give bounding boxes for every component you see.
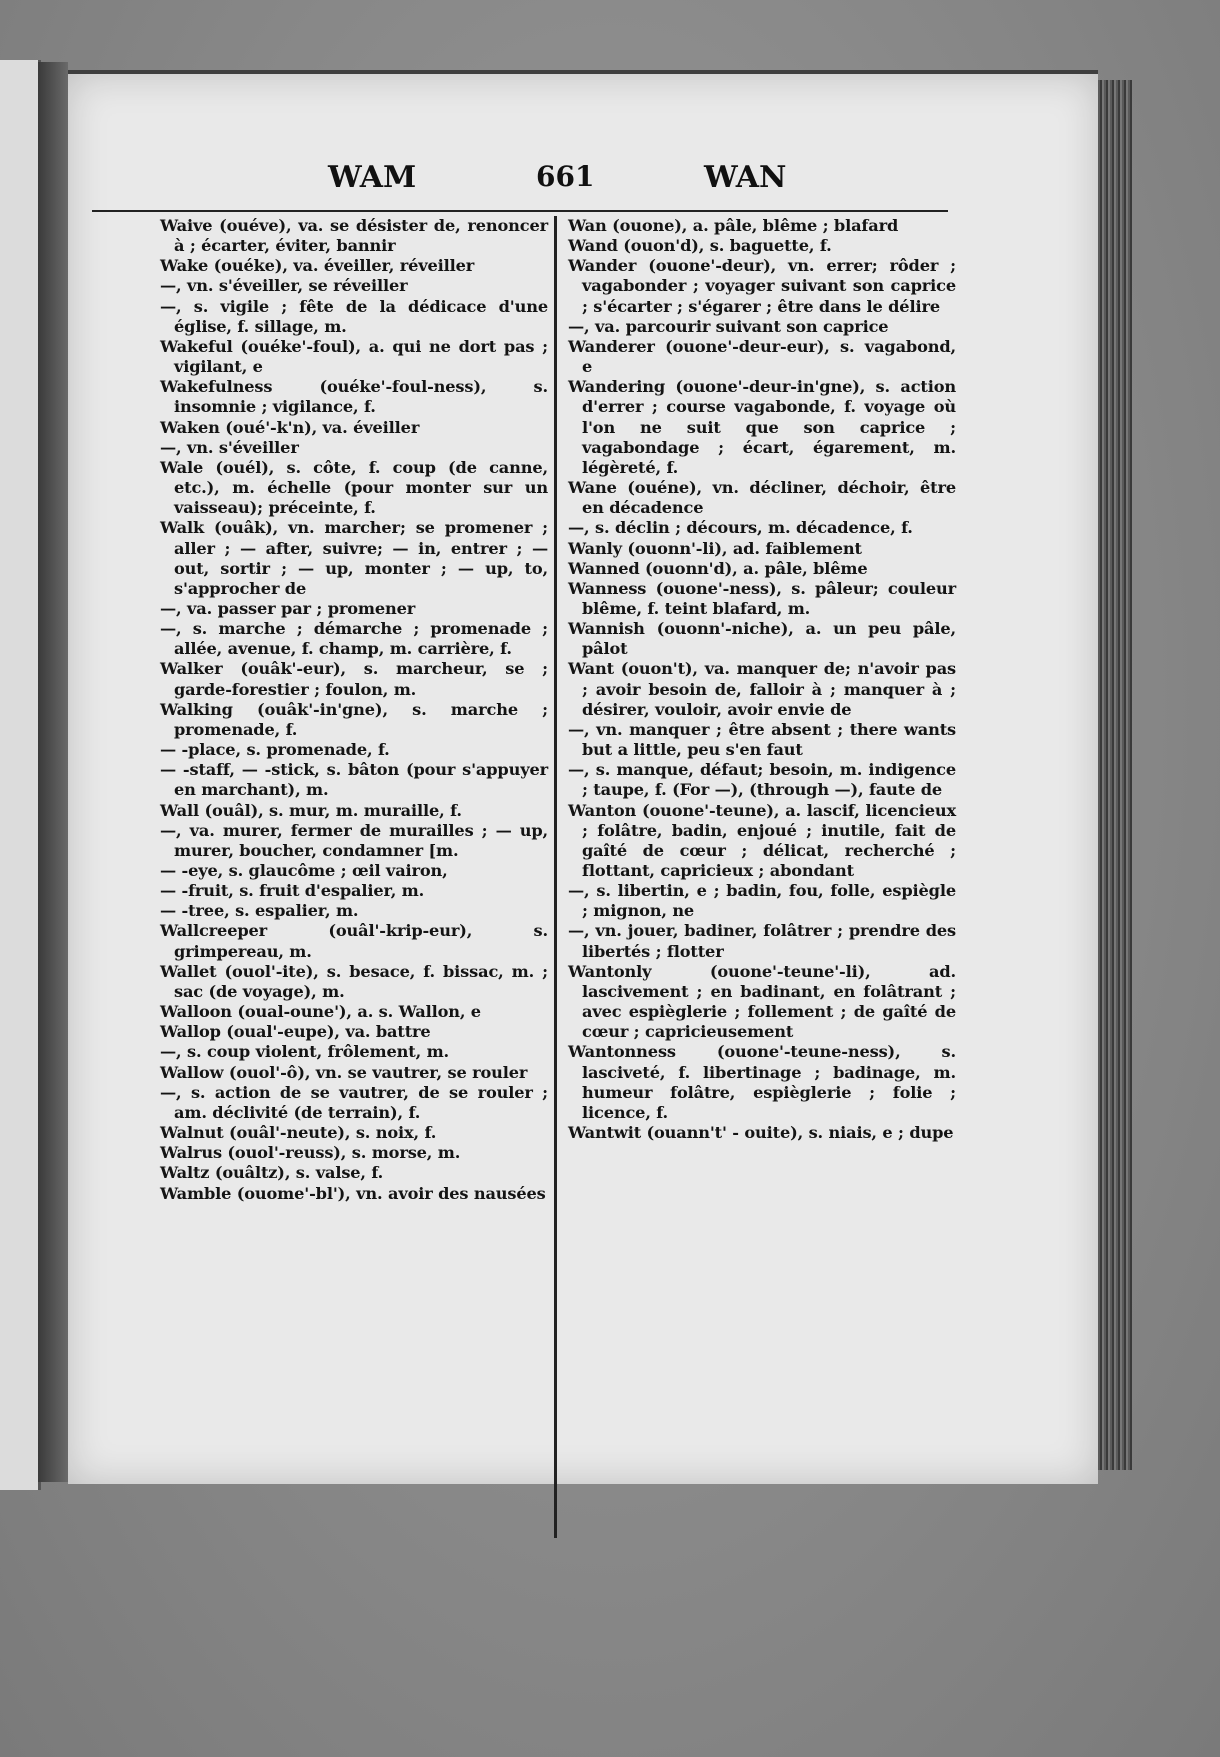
dictionary-entry [568, 921, 956, 961]
dictionary-entry [160, 599, 548, 619]
dictionary-entry [160, 1143, 548, 1163]
entry-headword: — [568, 719, 585, 739]
entry-definition: , s. manque, défaut; besoin, m. indigence ; taupe, f. (For —), (through —), faute de [582, 760, 956, 800]
dictionary-entry [160, 881, 548, 901]
dictionary-entry [568, 377, 956, 478]
entry-headword: Wantwit [568, 1123, 642, 1143]
entry-definition: (oual'-eupe), va. battre [220, 1022, 431, 1042]
entry-definition: (ouonn'-li), ad. faiblement [621, 538, 862, 558]
entry-headword: — [160, 820, 177, 840]
entry-definition: (ouon't), va. manquer de; n'avoir pas ; avoir besoin de, falloir à ; manquer à ; désirer, vouloir, avoir envie de [582, 659, 956, 719]
entry-definition: (ouol'-ite), s. besace, f. bissac, m. ; sac (de voyage), m. [174, 961, 548, 1001]
running-head [100, 160, 970, 210]
left-guide-word: WAM [328, 160, 417, 195]
entry-headword: Waltz [160, 1163, 210, 1183]
dictionary-entry [160, 1163, 548, 1183]
entry-definition: , vn. manquer ; être absent ; there wants but a little, peu s'en faut [582, 719, 956, 760]
dictionary-entry [160, 1184, 548, 1204]
entry-headword: Wamble [160, 1183, 232, 1203]
entry-headword: — [568, 760, 585, 780]
entry-definition: (ouâltz), s. valse, f. [209, 1163, 384, 1183]
entry-definition: (ouâk'-in'gne), s. marche ; promenade, f. [174, 699, 548, 739]
entry-headword: — [160, 1042, 177, 1062]
entry-headword: Waive [160, 216, 213, 235]
dictionary-entry [160, 256, 548, 276]
entry-definition: (ouon'd), s. baguette, f. [617, 236, 832, 256]
dictionary-entry [160, 1063, 548, 1083]
dictionary-entry [568, 1123, 956, 1143]
entry-definition: , s. marche ; démarche ; promenade ; allée, avenue, f. champ, m. carrière, f. [174, 619, 548, 659]
entry-headword: Wallop [160, 1022, 221, 1042]
entry-definition: (ouone'-deur-eur), s. vagabond, e [582, 336, 956, 377]
entry-definition: (ouéke), va. éveiller, réveiller [208, 256, 475, 276]
dictionary-entry [160, 921, 548, 961]
entry-headword: Walker [160, 659, 223, 679]
entry-headword: Walnut [160, 1123, 224, 1143]
dictionary-entry [160, 821, 548, 861]
dictionary-entry [160, 700, 548, 740]
dictionary-entry [160, 1022, 548, 1042]
dictionary-entry [160, 297, 548, 337]
entry-headword: Wallcreeper [160, 921, 268, 941]
dictionary-entry [568, 579, 956, 619]
entry-definition: , s. coup violent, frôlement, m. [176, 1042, 450, 1062]
entry-definition: (ouone'-deur), vn. errer; rôder ; vagabonder ; voyager suivant son caprice ; s'écarter ; s'égarer ; être dans le délire [582, 256, 956, 316]
dictionary-entry [160, 1123, 548, 1143]
entry-definition: (ouonn'-niche), a. un peu pâle, pâlot [582, 619, 956, 659]
entry-definition: (ouâk'-eur), s. marcheur, se ; garde-forestier ; foulon, m. [174, 659, 548, 699]
dictionary-entry [160, 458, 548, 518]
entry-definition: (ouone'-teune), a. lascif, licencieux ; folâtre, badin, enjoué ; inutile, fait de gaîté de cœur ; délicat, recherché ; flottant, capricieux ; abondant [582, 800, 956, 880]
entry-definition: , va. parcourir suivant son caprice [584, 316, 889, 336]
dictionary-entry [160, 861, 548, 881]
entry-headword: Wane [568, 478, 617, 498]
entry-headword: Walk [160, 518, 205, 538]
dictionary-entry [160, 377, 548, 417]
dictionary-entry [568, 478, 956, 518]
entry-definition: (ouol'-reuss), s. morse, m. [221, 1143, 461, 1163]
entry-definition: (ouone'-teune-ness), s. lasciveté, f. libertinage ; badinage, m. humeur folâtre, espièglerie ; folie ; licence, f. [582, 1042, 956, 1122]
entry-definition: , s. action de se vautrer, de se rouler ; am. déclivité (de terrain), f. [174, 1082, 548, 1122]
dictionary-entry [160, 216, 548, 256]
dictionary-entry [160, 760, 548, 800]
entry-headword: Wannish [568, 619, 645, 639]
page-stack-edge [1098, 80, 1132, 1470]
entry-headword: — [160, 296, 177, 316]
dictionary-entry [568, 236, 956, 256]
page-number: 661 [536, 160, 595, 193]
entry-definition: (ouone'-teune'-li), ad. lascivement ; en badinant, en folâtrant ; avec espièglerie ; follement ; de gaîté de cœur ; capricieusement [582, 961, 956, 1042]
dictionary-entry [568, 256, 956, 316]
entry-headword: Wanly [568, 538, 622, 558]
entry-definition: , s. fruit d'espalier, m. [228, 881, 425, 901]
entry-headword: — -place [160, 740, 236, 760]
dictionary-entry [160, 901, 548, 921]
dictionary-entry [568, 317, 956, 337]
entry-headword: Wandering [568, 377, 666, 397]
entry-definition: (ouonn'd), a. pâle, blême [639, 558, 868, 578]
dictionary-entry [160, 740, 548, 760]
entry-definition: , s. promenade, f. [235, 740, 390, 760]
right-guide-word: WAN [704, 160, 787, 195]
dictionary-entry [568, 760, 956, 800]
dictionary-entry [568, 962, 956, 1043]
entry-headword: Wanness [568, 578, 647, 598]
entry-headword: Wanned [568, 558, 640, 578]
dictionary-entry [160, 276, 548, 296]
dictionary-entry [568, 881, 956, 921]
facing-page-edge [0, 60, 41, 1490]
entry-headword: — -fruit [160, 881, 229, 901]
entry-headword: — [568, 921, 585, 941]
dictionary-entry [568, 659, 956, 719]
entry-headword: — [568, 518, 585, 538]
dictionary-entry [160, 418, 548, 438]
header-rule [92, 210, 948, 212]
entry-definition: (ouéne), vn. décliner, déchoir, être en décadence [582, 478, 956, 518]
dictionary-entry [568, 1042, 956, 1123]
dictionary-entry [568, 619, 956, 659]
entry-definition: (ouâl'-neute), s. noix, f. [223, 1123, 437, 1143]
entry-definition: (ouél), s. côte, f. coup (de canne, etc.), m. échelle (pour monter sur un vaisseau); préceinte, f. [174, 457, 548, 518]
entry-definition: (ouann't' - ouite), s. niais, e ; dupe [641, 1123, 954, 1143]
entry-definition: , s. espalier, m. [224, 901, 359, 921]
entry-headword: Wanderer [568, 336, 655, 356]
dictionary-entry [160, 1083, 548, 1123]
dictionary-entry [568, 518, 956, 538]
dictionary-entry [160, 659, 548, 699]
entry-headword: Walking [160, 699, 233, 719]
entry-headword: Wan [568, 216, 607, 235]
entry-headword: — [160, 1082, 177, 1102]
entry-headword: Walloon [160, 1002, 232, 1022]
column-divider [554, 216, 557, 1538]
entry-definition: , — -stick, s. bâton (pour s'appuyer en marchant), m. [174, 760, 548, 800]
entry-headword: — [160, 619, 177, 639]
entry-definition: (ouéke'-foul-ness), s. insomnie ; vigilance, f. [174, 377, 548, 417]
entry-definition: (ouâl), s. mur, m. muraille, f. [198, 800, 462, 820]
dictionary-entry [160, 1002, 548, 1022]
entry-definition: (ouome'-bl'), vn. avoir des nausées [231, 1183, 546, 1203]
dictionary-entry [568, 216, 956, 236]
entry-definition: (ouâk), vn. marcher; se promener ; aller ; — after, suivre; — in, entrer ; — out, sortir ; — up, monter ; — up, to, s'approcher de [174, 518, 548, 598]
entry-headword: — [160, 437, 177, 457]
dictionary-entry [160, 619, 548, 659]
entry-definition: (ouéke'-foul), a. qui ne dort pas ; vigilant, e [174, 336, 548, 377]
entry-definition: (oual-oune'), a. s. Wallon, e [231, 1002, 481, 1022]
entry-definition: , vn. s'éveiller [176, 437, 299, 457]
entry-definition: (ouâl'-krip-eur), s. grimpereau, m. [174, 921, 548, 961]
entry-headword: Wakefulness [160, 377, 273, 397]
entry-definition: (ouone'-ness), s. pâleur; couleur blême, f. teint blafard, m. [582, 578, 956, 618]
entry-definition: (ouol'-ô), vn. se vautrer, se rouler [223, 1062, 528, 1082]
dictionary-entry [568, 559, 956, 579]
entry-headword: — -tree [160, 901, 225, 921]
entry-headword: Wall [160, 800, 199, 820]
dictionary-entry [160, 962, 548, 1002]
dictionary-entry [160, 801, 548, 821]
entry-headword: Wallet [160, 961, 217, 981]
entry-headword: Walrus [160, 1143, 222, 1163]
dictionary-entry [568, 720, 956, 760]
entry-headword: Wale [160, 457, 204, 477]
entry-definition: (ouéve), va. se désister de, renoncer à ; écarter, éviter, bannir [174, 216, 548, 256]
dictionary-entry [160, 1042, 548, 1062]
entry-headword: Waken [160, 417, 220, 437]
entry-definition: , s. libertin, e ; badin, fou, folle, espiègle ; mignon, ne [582, 881, 956, 921]
book-gutter [38, 62, 68, 1482]
dictionary-entry [160, 438, 548, 458]
entry-headword: Wallow [160, 1062, 224, 1082]
entry-definition: , s. glaucôme ; œil vairon, [217, 861, 448, 880]
entry-definition: (oué'-k'n), va. éveiller [219, 417, 420, 437]
dictionary-entry [160, 337, 548, 377]
left-column [160, 216, 548, 1204]
entry-headword: — [568, 881, 585, 901]
entry-headword: Wander [568, 256, 637, 276]
entry-headword: — [160, 598, 177, 618]
entry-definition: , vn. jouer, badiner, folâtrer ; prendre des libertés ; flotter [582, 921, 956, 961]
entry-definition: (ouone), a. pâle, blême ; blafard [606, 216, 899, 235]
entry-definition: , s. vigile ; fête de la dédicace d'une église, f. sillage, m. [174, 296, 548, 336]
entry-definition: , va. passer par ; promener [176, 598, 416, 618]
entry-headword: Want [568, 659, 614, 679]
entry-headword: Wand [568, 236, 618, 256]
entry-headword: Wantonly [568, 961, 652, 981]
entry-headword: — [568, 316, 585, 336]
entry-definition: , va. murer, fermer de murailles ; — up, murer, boucher, condamner [m. [174, 820, 548, 860]
entry-definition: (ouone'-deur-in'gne), s. action d'errer ; course vagabonde, f. voyage où l'on ne suit que son caprice ; vagabondage ; écart, égarement, m. légèreté, f. [582, 377, 956, 477]
entry-headword: Wantonness [568, 1042, 676, 1062]
entry-headword: — [160, 276, 177, 296]
entry-headword: — -eye [160, 861, 218, 880]
dictionary-entry [568, 801, 956, 882]
entry-definition: , vn. s'éveiller, se réveiller [176, 276, 408, 296]
right-column [568, 216, 956, 1143]
entry-headword: Wanton [568, 800, 637, 820]
entry-headword: — -staff [160, 760, 230, 780]
dictionary-entry [568, 337, 956, 377]
entry-headword: Wakeful [160, 336, 233, 356]
entry-headword: Wake [160, 256, 209, 276]
dictionary-entry [160, 518, 548, 599]
dictionary-entry [568, 539, 956, 559]
entry-definition: , s. déclin ; décours, m. décadence, f. [584, 518, 913, 538]
